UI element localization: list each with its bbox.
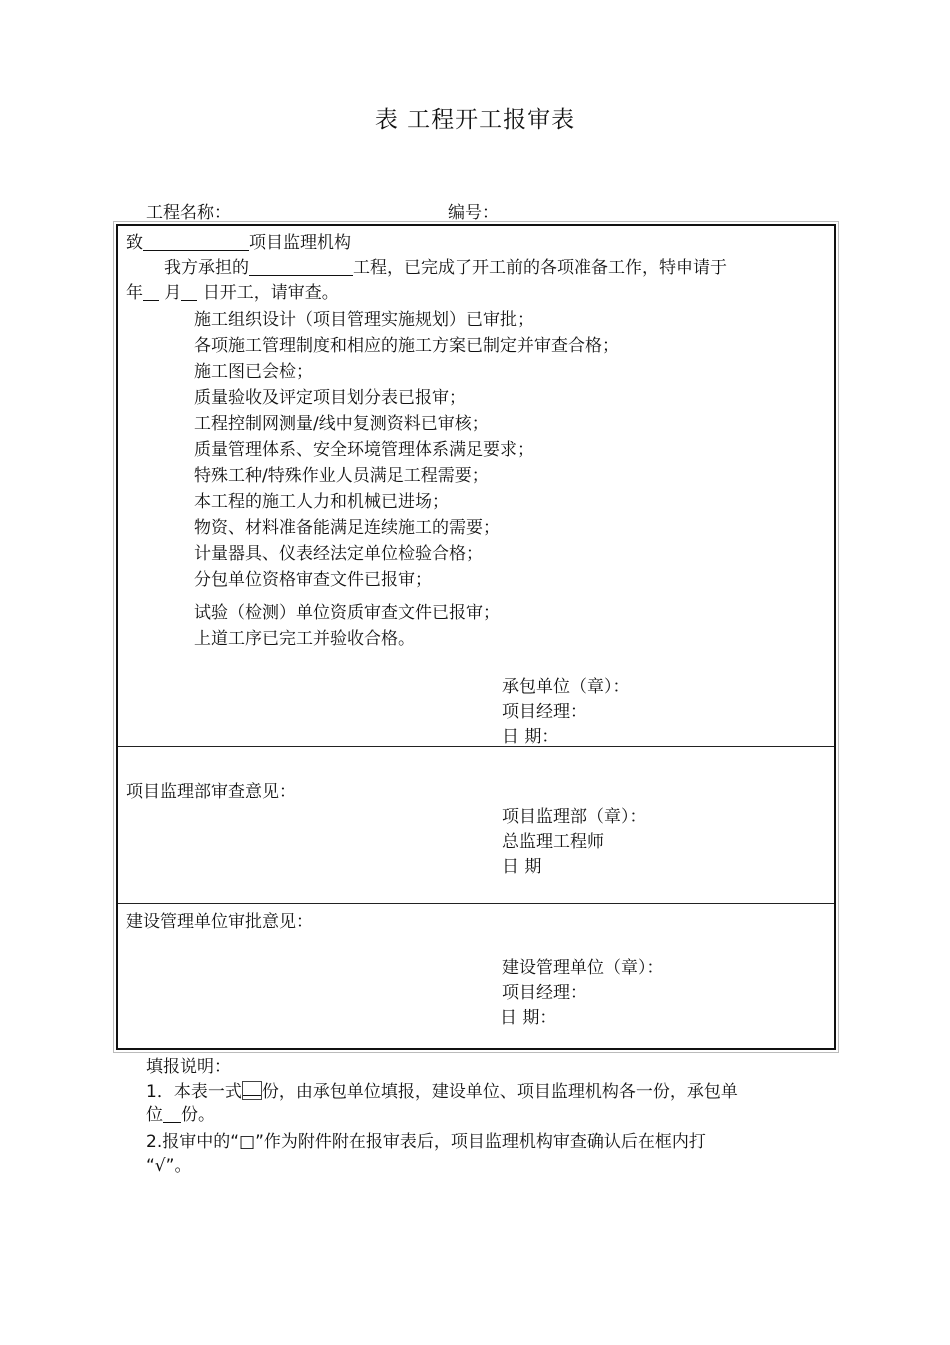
checklist-item: 质量验收及评定项目划分表已报审； <box>194 388 466 408</box>
note-2-continued: “√”。 <box>146 1156 192 1176</box>
checklist-item: 物资、材料准备能满足连续施工的需要； <box>194 518 500 538</box>
day-blank[interactable] <box>181 283 197 301</box>
applicant-section <box>118 226 834 746</box>
owner-section <box>118 904 834 1048</box>
note-1-text-d: 份。 <box>181 1105 215 1125</box>
supervision-seal-label: 项目监理部（章）： <box>502 807 647 827</box>
supervision-section <box>118 747 834 903</box>
application-body-line <box>164 253 727 278</box>
project-name-label: 工程名称： <box>146 203 231 223</box>
form-title: 表 工程开工报审表 <box>374 107 576 133</box>
checklist-item: 施工组织设计（项目管理实施规划）已审批； <box>194 310 534 330</box>
chief-engineer-label: 总监理工程师 <box>502 832 604 852</box>
checklist-item: 施工图已会检； <box>194 362 313 382</box>
checklist-item: 质量管理体系、安全环境管理体系满足要求； <box>194 440 534 460</box>
owner-opinion-label: 建设管理单位审批意见： <box>126 912 313 932</box>
date-year: 年 <box>126 283 143 303</box>
note-1-continued <box>146 1100 215 1125</box>
owner-manager-label: 项目经理： <box>502 983 587 1003</box>
note-1 <box>146 1077 738 1102</box>
addressee-blank[interactable] <box>143 233 249 251</box>
contractor-seal-label: 承包单位（章）： <box>502 677 630 697</box>
checklist-item: 各项施工管理制度和相应的施工方案已制定并审查合格； <box>194 336 619 356</box>
month-blank[interactable] <box>143 283 159 301</box>
note-1-text-c: 位 <box>146 1105 163 1125</box>
note-1-text-a: 1．本表一式 <box>146 1082 242 1102</box>
addressee-prefix: 致 <box>126 233 143 253</box>
project-blank[interactable] <box>249 258 353 276</box>
note-2: 2.报审中的“□”作为附件附在报审表后，项目监理机构审查确认后在框内打 <box>146 1132 706 1152</box>
note-1-text-b: 份，由承包单位填报，建设单位、项目监理机构各一份，承包单 <box>261 1082 738 1102</box>
checklist-item: 工程控制网测量/线中复测资料已审核； <box>194 414 489 434</box>
contractor-copies-blank[interactable] <box>163 1105 181 1123</box>
contractor-date-label: 日 期： <box>502 727 559 747</box>
checklist-item: 计量器具、仪表经法定单位检验合格； <box>194 544 483 564</box>
checklist-item: 本工程的施工人力和机械已进场； <box>194 492 449 512</box>
owner-seal-label: 建设管理单位（章）： <box>502 958 664 978</box>
checklist-item: 试验（检测）单位资质审查文件已报审； <box>194 603 500 623</box>
notes-heading: 填报说明： <box>146 1057 231 1077</box>
addressee-line <box>126 228 351 253</box>
copies-blank[interactable] <box>242 1081 262 1100</box>
date-month: 月 <box>164 283 182 303</box>
supervision-opinion-label: 项目监理部审查意见： <box>126 782 296 802</box>
checklist-item: 分包单位资格审查文件已报审； <box>194 570 432 590</box>
contractor-manager-label: 项目经理： <box>502 702 587 722</box>
checklist-item: 特殊工种/特殊作业人员满足工程需要； <box>194 466 489 486</box>
body-suffix: 工程，已完成了开工前的各项准备工作，特申请于 <box>353 258 727 278</box>
addressee-suffix: 项目监理机构 <box>249 233 351 253</box>
supervision-date-label: 日 期 <box>502 857 542 877</box>
checklist-item: 上道工序已完工并验收合格。 <box>194 629 415 649</box>
body-prefix: 我方承担的 <box>164 258 249 278</box>
number-label: 编号： <box>448 203 499 223</box>
owner-date-label: 日 期： <box>500 1008 557 1028</box>
date-day-tail: 日开工，请审查。 <box>202 283 339 303</box>
approval-form <box>116 224 836 1050</box>
start-date-line <box>126 278 339 303</box>
